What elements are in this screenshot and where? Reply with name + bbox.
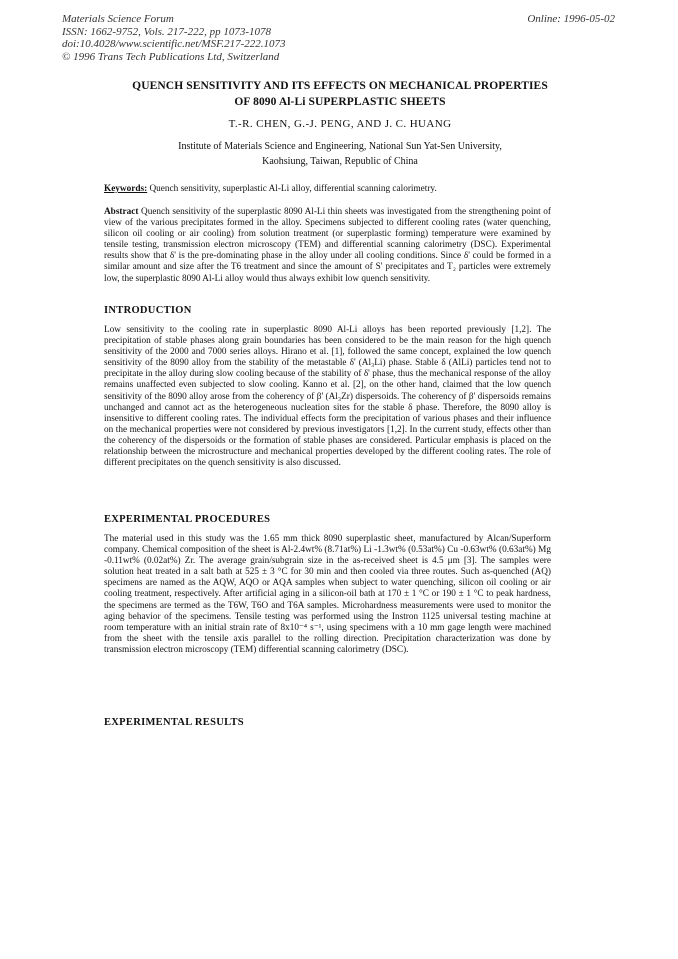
abstract-label: Abstract (104, 207, 139, 217)
experimental-procedures-heading: EXPERIMENTAL PROCEDURES (104, 514, 271, 525)
introduction-text: Low sensitivity to the cooling rate in superplastic 8090 Al-Li alloys has been reported previously [1,2]. The precipitation of stable phases along grain boundaries has been considered to be the main reason for the high quench sensitivity of the 2000 and 7000 series alloys. Hirano et al. [1], followed the same concept, explained the low quench sensitivity of the 8090 alloy from the stability of the metastable δ' (Al₃Li) phase. Stable δ (AlLi) particles tend not to precipitate in the alloy during slow cooling because of the stability of δ' phase, thus the mechanical response of the alloy remains unaffected even subjected to slow cooling. Kanno et al. [2], on the other hand, claimed that the low quench sensitivity of the 8090 alloy arose from the coherency of β' (Al₃Zr) dispersoids. The coherency of β' dispersoids remains unchanged and cannot act as the heterogeneous nucleation sites for the stable δ phase. Therefore, the 8090 alloy is insensitive to different cooling rates. The individual effects form the precipitation of various phases and their influence on the mechanical properties were not considered by previous investigators [1,2]. In the current study, effects other than the coherency of the dispersoids or the formation of stable phases are considered. Particular emphasis is placed on the relationship between the microstructure and mechanical properties developed by the different cooling rates. The role of different precipitates on the quench sensitivity is also discussed. (104, 325, 551, 469)
copyright-line: © 1996 Trans Tech Publications Ltd, Switzerland (62, 50, 280, 63)
author-list: T.-R. CHEN, G.-J. PENG, AND J. C. HUANG (228, 118, 452, 130)
title-line-2: OF 8090 Al-Li SUPERPLASTIC SHEETS (234, 95, 446, 108)
abstract-paragraph (104, 207, 551, 285)
doi-line: doi:10.4028/www.scientific.net/MSF.217-222.1073 (62, 38, 286, 51)
title-line-1: QUENCH SENSITIVITY AND ITS EFFECTS ON MECHANICAL PROPERTIES (132, 80, 548, 92)
online-date: Online: 1996-05-02 (527, 13, 615, 25)
affiliation (90, 139, 590, 169)
keywords-text: Quench sensitivity, superplastic Al-Li alloy, differential scanning calorimetry. (147, 184, 437, 194)
abstract-text: Quench sensitivity of the superplastic 8090 Al-Li thin sheets was investigated from the strengthening point of view of the various precipitates formed in the alloy. Specimens subjected to different cooling rates (water quenching, silicon oil cooling or air cooling) from solution treatment (or superplastic forming) temperature were examined by tensile testing, transmission electron microscopy (TEM) and differential scanning calorimetry (DSC). Experimental results show that δ' is the pre-dominating phase in the alloy under all cooling conditions. Since δ' could be formed in a similar amount and size after the T6 treatment and since the amount of S' precipitates and T₂ particles were extremely low, the superplastic 8090 Al-Li alloy would thus always exhibit low quench sensitivity. (104, 207, 551, 284)
affiliation-line-1: Institute of Materials Science and Engineering, National Sun Yat-Sen University, (178, 141, 502, 152)
publication-info (62, 13, 286, 63)
journal-name: Materials Science Forum (62, 13, 174, 25)
issn-line: ISSN: 1662-9752, Vols. 217-222, pp 1073-1078 (62, 25, 271, 38)
experimental-procedures-text: The material used in this study was the 1.65 mm thick 8090 superplastic sheet, manufactured by Alcan/Superform company. Chemical composition of the sheet is Al-2.4wt% (8.71at%) Li -1.3wt% (0.53at%) Cu -0.63wt% (0.63at%) Mg -0.11wt% (0.02at%) Zr. The average grain/subgrain size in the as-received sheet is 4.5 μm [3]. The samples were solution heat treated in a salt bath at 525 ± 3 °C for 30 min and then cooled via three routes. Such as-quenched (AQ) specimens are named as the AQW, AQO or AQA samples when subject to water quenching, silicon oil cooling or air cooling treatment, respectively. After artificial aging in a silicon-oil bath at 170 ± 1 °C or 190 ± 1 °C to peak hardness, the specimens are termed as the T6W, T6O and T6A samples. Microhardness measurements were used to monitor the aging behavior of the specimens. Tensile testing was performed using the Instron 1125 universal testing machine at room temperature with an initial strain rate of 8x10⁻⁴ s⁻¹, using specimens with a 10 mm gage length were machined from the sheet with the tensile axis parallel to the rolling direction. Precipitation characterization was done by transmission electron microscopy (TEM) differential scanning calorimetry (DSC). (104, 534, 551, 655)
experimental-results-heading: EXPERIMENTAL RESULTS (104, 717, 244, 728)
keywords-label: Keywords: (104, 184, 148, 194)
affiliation-line-2: Kaohsiung, Taiwan, Republic of China (262, 156, 418, 167)
keywords-paragraph (104, 184, 551, 195)
introduction-heading: INTRODUCTION (104, 305, 192, 316)
paper-title (90, 79, 590, 110)
